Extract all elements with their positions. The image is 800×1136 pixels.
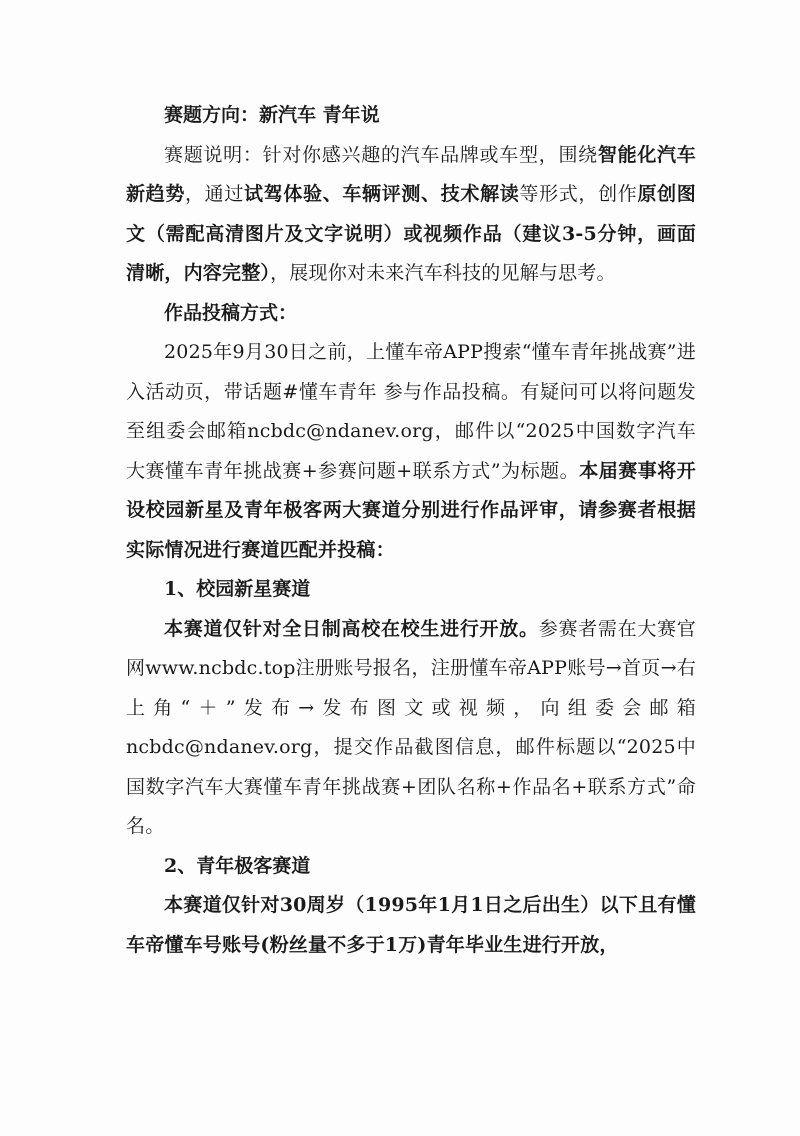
submission-heading: 作品投稿方式：: [164, 301, 298, 324]
description-bold-1: 智能化汽车新趋势: [126, 143, 696, 205]
track2-paragraph: 本赛道仅针对30周岁（1995年1月1日之后出生）以下且有懂车帝懂车号账号(粉丝量不多于1万)青年毕业生进行开放，: [126, 894, 696, 956]
track1-text: 参赛者需在大赛官网www.ncbdc.top注册账号报名，注册懂车帝APP账号→首页→右上角“＋”发布→发布图文或视频，向组委会邮箱ncbdc@ndanev.org，提交作品截图信息，邮件标题以“2025中国数字汽车大赛懂车青年挑战赛+团队名称+作品名+联系方式”命名。: [126, 617, 696, 837]
description-bold-2: 试驾体验、车辆评测、技术解读: [244, 183, 520, 205]
track1-bold: 本赛道仅针对全日制高校在校生进行开放。: [164, 617, 539, 640]
description-paragraph: [126, 136, 696, 294]
submission-text: 2025年9月30日之前，上懂车帝APP搜索“懂车青年挑战赛”进入活动页，带话题#懂车青年 参与作品投稿。有疑问可以将问题发至组委会邮箱ncbdc@ndanev.org，邮件以“2025中国数字汽车大赛懂车青年挑战赛+参赛问题+联系方式”为标题。: [126, 341, 696, 482]
track1-heading: 1、校园新星赛道: [164, 578, 311, 600]
description-lead: 赛题说明：针对你感兴趣的汽车品牌或车型，围绕: [164, 143, 598, 166]
track2-heading: 2、青年极客赛道: [164, 854, 311, 877]
topic-line: [126, 96, 696, 136]
topic-value: 新汽车 青年说: [259, 104, 380, 126]
description-text-2: ，通过: [185, 183, 245, 205]
submission-bold: 本届赛事将开设校园新星及青年极客两大赛道分别进行作品评审，请参赛者根据实际情况进行赛道匹配并投稿：: [126, 459, 696, 561]
track1-paragraph: [126, 610, 696, 847]
topic-label: 赛题方向：: [164, 104, 260, 126]
description-bold-3: 原创图文（需配高清图片及文字说明）或视频作品（建议3-5分钟，画面清晰，内容完整）: [126, 183, 696, 284]
document-body: [126, 96, 696, 965]
submission-paragraph: [126, 333, 696, 570]
description-text-4: ，展现你对未来汽车科技的见解与思考。: [270, 262, 616, 284]
description-text-3: 等形式，创作: [519, 183, 638, 205]
